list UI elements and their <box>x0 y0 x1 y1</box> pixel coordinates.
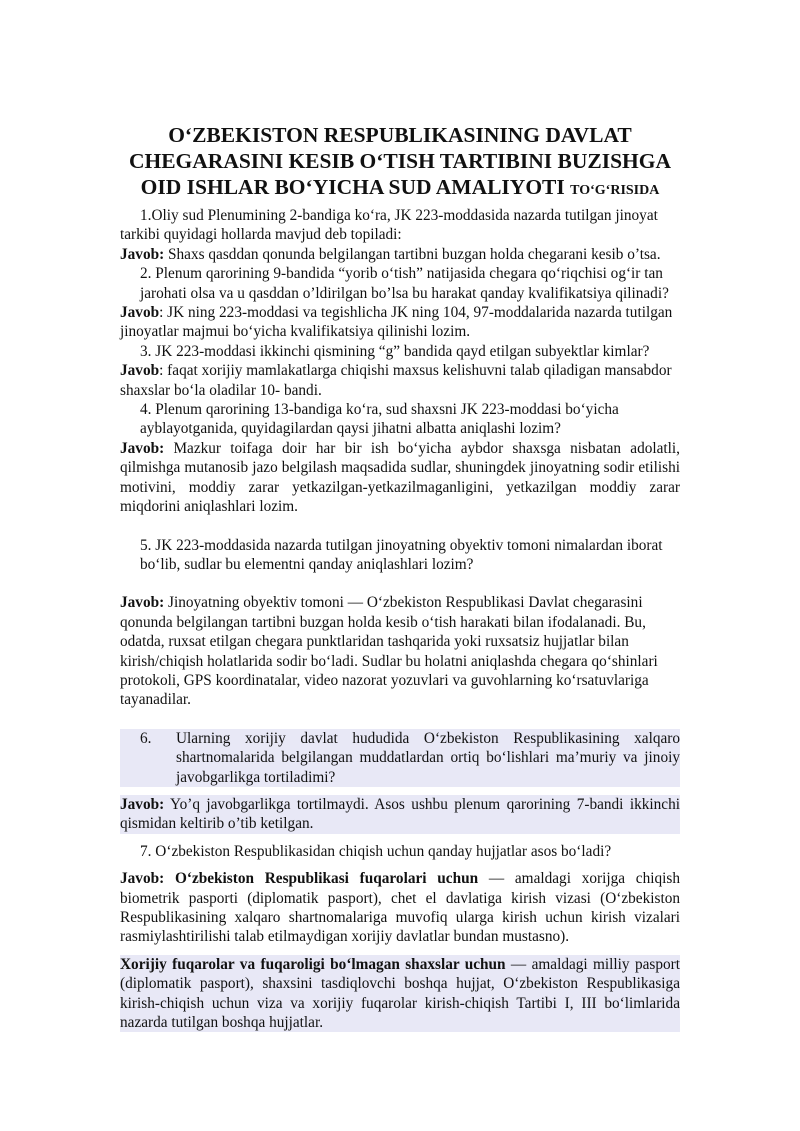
question-7: 7. O‘zbekiston Respublikasidan chiqish uchun qanday hujjatlar asos bo‘ladi? <box>140 842 612 860</box>
answer-2: Javob: JK ning 223-moddasi va tegishlicha JK ning 104, 97-moddalarida nazarda tutilgan jinoyatlar majmui bo‘yicha kvalifikatsiya qilinishi lozim. <box>120 304 673 341</box>
answer-3: Javob: faqat xorijiy mamlakatlarga chiqishi maxsus kelishuvni talab qiladigan mansabdor shaxslar bo‘la oladilar 10- bandi. <box>120 362 672 399</box>
answer-label: Javob: <box>120 795 165 813</box>
question-6-text: Ularning xorijiy davlat hududida O‘zbekiston Respublikasining xalqaro shartnomalarida belgilangan muddatlardan ortiq bo‘lishlari ma’muriy va jinoiy javobgarlikga tortiladimi? <box>176 729 680 786</box>
title-line-1: O‘ZBEKISTON RESPUBLIKASINING DAVLAT <box>168 123 632 147</box>
title-line-2: CHEGARASINI KESIB O‘TISH TARTIBINI BUZISHGA <box>128 149 672 173</box>
question-4: 4. Plenum qarorining 13-bandiga ko‘ra, sud shaxsni JK 223-moddasi bo‘yicha ayblayotganida, quyidagilardan qaysi jihatni albatta aniqlashi lozim? <box>140 401 619 438</box>
answer-label: Javob <box>120 304 160 322</box>
document-title <box>120 122 680 204</box>
question-3: 3. JK 223-moddasi ikkinchi qismining “g” bandida qayd etilgan subyektlar kimlar? <box>140 342 650 360</box>
answer-label: Javob <box>120 362 160 380</box>
answer-label: Xorijiy fuqarolar va fuqaroligi bo‘lmagan shaxslar uchun <box>120 955 506 973</box>
answer-label: Javob: O‘zbekiston Respublikasi fuqarolari uchun <box>120 870 479 888</box>
answer-label: Javob: <box>120 439 165 457</box>
title-line-3: OID ISHLAR BO‘YICHA SUD AMALIYOTI TO‘G‘RISIDA <box>140 175 660 199</box>
answer-label: Javob: <box>120 594 165 612</box>
question-1: 1.Oliy sud Plenumining 2-bandiga ko‘ra, JK 223-moddasida nazarda tutilgan jinoyat tarkibi quyidagi hollarda mavjud deb topiladi: <box>120 207 658 244</box>
title-suffix: TO‘G‘RISIDA <box>570 183 660 198</box>
answer-1: Javob: Shaxs qasddan qonunda belgilangan tartibni buzgan holda chegarani kesib o’tsa. <box>120 245 661 263</box>
answer-6: Javob: Yo’q javobgarlikga tortilmaydi. Asos ushbu plenum qarorining 7-bandi ikkinchi qismidan keltirib o’tib ketilgan. <box>120 795 680 833</box>
question-6 <box>120 729 680 787</box>
document-page <box>120 122 680 1032</box>
answer-7: Javob: O‘zbekiston Respublikasi fuqarolari uchun — amaldagi xorijga chiqish biometrik pasporti (diplomatik pasport), chet el davlatiga kirish vizasi (O‘zbekiston Respublikasining xalqaro shartnomalariga muvofiq ularga kirish uchun kirish vizalari rasmiylashtirilishi talab etilmaydigan xorijiy davlatlar bundan mustasno). <box>120 870 680 946</box>
answer-label: Javob: <box>120 245 165 263</box>
question-2: 2. Plenum qarorining 9-bandida “yorib o‘tish” natijasida chegara qo‘riqchisi og‘ir tan jarohati olsa va u qasddan o’ldirilgan bo’lsa bu harakat qanday kvalifikatsiya qilinadi? <box>140 265 669 302</box>
question-6-number: 6. <box>140 729 152 747</box>
answer-7-foreigners: Xorijiy fuqarolar va fuqaroligi bo‘lmagan shaxslar uchun — amaldagi milliy pasport (diplomatik pasport), shaxsini tasdiqlovchi boshqa hujjat, O‘zbekiston Respublikasiga kirish-chiqish uchun viza va xorijiy fuqarolar kirish-chiqish Tartibi I, III bo‘limlarida nazarda tutilgan boshqa hujjatlar. <box>120 955 680 1032</box>
answer-5: Javob: Jinoyatning obyektiv tomoni — O‘zbekiston Respublikasi Davlat chegarasini qonunda belgilangan tartibni buzgan holda kesib o‘tish harakati bilan ifodalanadi. Bu, odatda, ruxsat etilgan chegara punktlaridan tashqarida yoki ruxsatsiz hujjatlar bilan kirish/chiqish holatlarida sodir bo‘ladi. Sudlar bu holatni aniqlashda chegara qo‘shinlari protokoli, GPS koordinatalar, video nazorat yozuvlari va guvohlarning ko‘rsatuvlariga tayanadilar. <box>120 594 658 709</box>
question-5: 5. JK 223-moddasida nazarda tutilgan jinoyatning obyektiv tomoni nimalardan iborat bo‘lib, sudlar bu elementni qanday aniqlashlari lozim? <box>140 536 663 573</box>
answer-4: Javob: Mazkur toifaga doir har bir ish bo‘yicha aybdor shaxsga nisbatan adolatli, qilmishga mutanosib jazo belgilash maqsadida sudlar, shuningdek jinoyatning sodir etilishi motivini, moddiy zarar yetkazilgan-yetkazilmaganligini, yetkazilgan moddiy zarar miqdorini aniqlashlari lozim. <box>120 439 680 516</box>
